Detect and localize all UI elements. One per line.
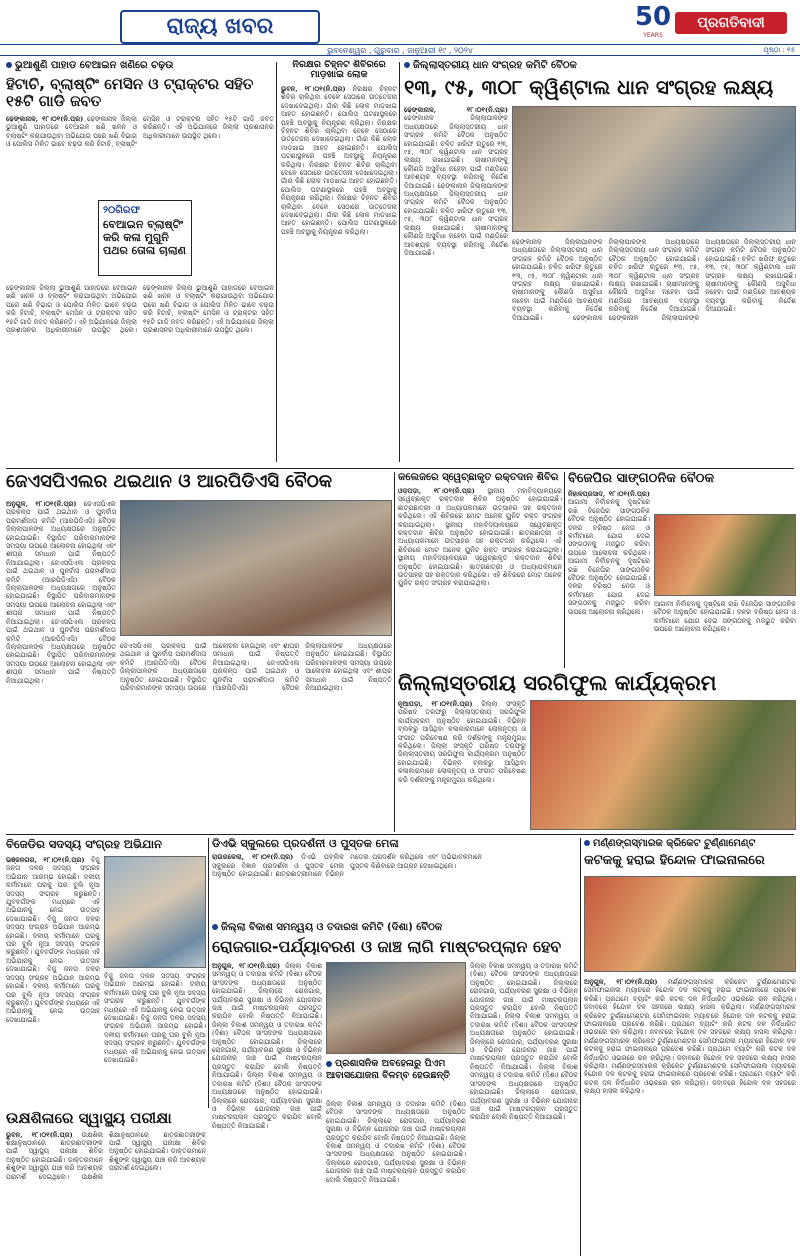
sidebar-headline: ପ୍ରଶାସନିକ ଅବହେଳାରୁ ପିଏମ ଆବାସଯୋଜନା ବିଳମ୍ବ ହେଉଛନ୍ତି — [326, 1058, 450, 1081]
column-divider — [276, 62, 277, 462]
article-disha-meeting — [212, 922, 578, 1256]
section-divider — [6, 834, 794, 835]
team-photo — [584, 876, 796, 972]
article-jspl-meeting — [6, 472, 392, 832]
sidebar-tag: ୨୦ଗିରଫ — [103, 205, 141, 216]
meeting-photo — [326, 962, 466, 1054]
article-body-continued: ଢେଙ୍କାନାଳ ଜିଲ୍ଲା ଭୁଆଶୁଣି ପାହାଡରେ ବେଆଇନ ଖଣି ଖନନ ଓ ବ୍ଲାଷ୍ଟିଂ କରାଯାଉଥିବା ଅଭିଯୋଗ ପରେ ଖଣି ବିଭାଗ ଓ ପୋଲିସ ମିଳିତ ଭାବେ ଚଢ଼ଉ କରି ହିଟାଚି, ବ୍ଲାଷ୍ଟିଂ ମେସିନ ଓ ଟ୍ରାକ୍ଟର ସହିତ ୧୫ଟି ଗାଡି ଜବତ କରିଛନ୍ତି। ଏହି ଅଭିଯାନରେ ଜିଲ୍ଲା ପ୍ରଶାସନର ଅଧିକାରୀମାନେ ଉପସ୍ଥିତ ଥିଲେ। ଢେଙ୍କାନାଳ ଜିଲ୍ଲା ଭୁଆଶୁଣି ପାହାଡରେ ବେଆଇନ ଖଣି ଖନନ ଓ ବ୍ଲାଷ୍ଟିଂ କରାଯାଉଥିବା ଅଭିଯୋଗ ପରେ ଖଣି ବିଭାଗ ଓ ପୋଲିସ ମିଳିତ ଭାବେ ଚଢ଼ଉ କରି ହିଟାଚି, ବ୍ଲାଷ୍ଟିଂ ମେସିନ ଓ ଟ୍ରାକ୍ଟର ସହିତ ୧୫ଟି ଗାଡି ଜବତ କରିଛନ୍ତି। ଏହି ଅଭିଯାନରେ ଜିଲ୍ଲା ପ୍ରଶାସନର ଅଧିକାରୀମାନେ ଉପସ୍ଥିତ ଥିଲେ। — [6, 284, 274, 335]
article-body: ଢେଙ୍କାନାଳ, ୧୮।୦୧(ନି.ପ୍ର) ଢେଙ୍କାନାଳ ଜିଲ୍ଲାପାଳଙ୍କ ଅଧ୍ୟକ୍ଷତାରେ ଜିଲ୍ଲାସ୍ତରୀୟ ଧାନ ସଂଗ୍ରହ କମିଟି ବୈଠକ ଅନୁଷ୍ଠିତ ହୋଇଯାଇଛି। ଚଳିତ ଖରିଫ ଋତୁରେ ୧୩, ୯୫, ୩୦୮ କ୍ୱିଣ୍ଟାଲ ଧାନ ସଂଗ୍ରହ ଲକ୍ଷ୍ୟ ରଖାଯାଇଛି। ଚାଷୀମାନଙ୍କୁ କୌଣସି ଅସୁବିଧା ନହେବା ପାଇଁ ମଣ୍ଡିରେ ଆବଶ୍ୟକ ବ୍ୟବସ୍ଥା କରିବାକୁ ନିର୍ଦ୍ଦେଶ ଦିଆଯାଇଛି। ଢେଙ୍କାନାଳ ଜିଲ୍ଲାପାଳଙ୍କ ଅଧ୍ୟକ୍ଷତାରେ ଜିଲ୍ଲାସ୍ତରୀୟ ଧାନ ସଂଗ୍ରହ କମିଟି ବୈଠକ ଅନୁଷ୍ଠିତ ହୋଇଯାଇଛି। ଚଳିତ ଖରିଫ ଋତୁରେ ୧୩, ୯୫, ୩୦୮ କ୍ୱିଣ୍ଟାଲ ଧାନ ସଂଗ୍ରହ ଲକ୍ଷ୍ୟ ରଖାଯାଇଛି। ଚାଷୀମାନଙ୍କୁ କୌଣସି ଅସୁବିଧା ନହେବା ପାଇଁ ମଣ୍ଡିରେ ଆବଶ୍ୟକ ବ୍ୟବସ୍ଥା କରିବାକୁ ନିର୍ଦ୍ଦେଶ ଦିଆଯାଇଛି। — [404, 106, 508, 257]
article-dateline: ଭୁବନ, ୧୮।୦୧(ନି.ପ୍ର) — [281, 84, 346, 93]
masthead-dateline: ଭୁବନେଶ୍ୱର , ଗୁରୁବାର , ଜାନୁଆରୀ ୧୯ , ୨୦୨୪ — [327, 46, 473, 55]
section-title-box — [120, 10, 320, 44]
article-dateline: ଢେଙ୍କାନାଳ, ୧୮।୦୧(ନି.ପ୍ର) — [404, 106, 508, 114]
article-headline: ୧୩, ୯୫, ୩୦୮ କ୍ୱିଣ୍ଟାଲ ଧାନ ସଂଗ୍ରହ ଲକ୍ଷ୍ୟ — [404, 75, 774, 99]
campaign-photo — [104, 856, 206, 968]
column-divider — [399, 62, 400, 462]
article-headline: ଜିଲ୍ଲାସ୍ତରୀୟ ସରଗିଫୁଲ କାର୍ଯ୍ୟକ୍ରମ — [398, 672, 717, 695]
article-body-column: ଜିଲ୍ଲା ବିକାଶ ସମନ୍ୱୟ ଓ ତଦାରଖ କମିଟି (ଦିଶା) ବୈଠକ ସାଂସଦଙ୍କ ଅଧ୍ୟକ୍ଷତାରେ ଅନୁଷ୍ଠିତ ହୋଇଯାଇଛି। ଜିଲ୍ଲାରେ ରୋଜଗାର, ପର୍ଯ୍ୟାବରଣ ସୁରକ୍ଷା ଓ ବିଭିନ୍ନ ଯୋଜନାର ଜାଞ୍ଚ ପାଇଁ ମାଷ୍ଟରପ୍ଲାନ ପ୍ରସ୍ତୁତ କରାଯିବ ବୋଲି ନିଷ୍ପତ୍ତି ନିଆଯାଇଛି। ଜିଲ୍ଲା ବିକାଶ ସମନ୍ୱୟ ଓ ତଦାରଖ କମିଟି (ଦିଶା) ବୈଠକ ସାଂସଦଙ୍କ ଅଧ୍ୟକ୍ଷତାରେ ଅନୁଷ୍ଠିତ ହୋଇଯାଇଛି। ଜିଲ୍ଲାରେ ରୋଜଗାର, ପର୍ଯ୍ୟାବରଣ ସୁରକ୍ଷା ଓ ବିଭିନ୍ନ ଯୋଜନାର ଜାଞ୍ଚ ପାଇଁ ମାଷ୍ଟରପ୍ଲାନ ପ୍ରସ୍ତୁତ କରାଯିବ ବୋଲି ନିଷ୍ପତ୍ତି ନିଆଯାଇଛି। ଜିଲ୍ଲା ବିକାଶ ସମନ୍ୱୟ ଓ ତଦାରଖ କମିଟି (ଦିଶା) ବୈଠକ ସାଂସଦଙ୍କ ଅଧ୍ୟକ୍ଷତାରେ ଅନୁଷ୍ଠିତ ହୋଇଯାଇଛି। ଜିଲ୍ଲାରେ ରୋଜଗାର, ପର୍ଯ୍ୟାବରଣ ସୁରକ୍ଷା ଓ ବିଭିନ୍ନ ଯୋଜନାର ଜାଞ୍ଚ ପାଇଁ ମାଷ୍ଟରପ୍ଲାନ ପ୍ରସ୍ତୁତ କରାଯିବ ବୋଲି ନିଷ୍ପତ୍ତି ନିଆଯାଇଛି। — [470, 962, 578, 1122]
article-dateline: ଅନୁଗୁଳ, ୧୮।୦୧(ନି.ପ୍ର) — [6, 500, 77, 508]
article-bjd-membership — [6, 838, 206, 1108]
article-headline: ଜେଏସପିଏଲର ଥଇଥାନ ଓ ଆରପିଡିଏସି ବୈଠକ — [6, 472, 333, 492]
meeting-photo — [120, 500, 392, 636]
article-body: ଭୁବନ, ୧୮।୦୧(ନି.ପ୍ର) ନିରକ୍ଷର ଚିହ୍ନଟ ଶିବିର ଚାଲିଥିବା ବେଳେ ସେଠାରେ ଉତ୍ତେଜନା ଦେଖାଦେଇଥିଲା। ଗାଁର କିଛି ଲୋକ ମାଡ଼ଖାଇ ଆହତ ହୋଇଛନ୍ତି। ପୋଲିସ ଘଟଣାସ୍ଥଳରେ ପହଞ୍ଚି ଅବସ୍ଥାକୁ ନିୟନ୍ତ୍ରଣ କରିଥିଲା। ନିରକ୍ଷର ଚିହ୍ନଟ ଶିବିର ଚାଲିଥିବା ବେଳେ ସେଠାରେ ଉତ୍ତେଜନା ଦେଖାଦେଇଥିଲା। ଗାଁର କିଛି ଲୋକ ମାଡ଼ଖାଇ ଆହତ ହୋଇଛନ୍ତି। ପୋଲିସ ଘଟଣାସ୍ଥଳରେ ପହଞ୍ଚି ଅବସ୍ଥାକୁ ନିୟନ୍ତ୍ରଣ କରିଥିଲା। ନିରକ୍ଷର ଚିହ୍ନଟ ଶିବିର ଚାଲିଥିବା ବେଳେ ସେଠାରେ ଉତ୍ତେଜନା ଦେଖାଦେଇଥିଲା। ଗାଁର କିଛି ଲୋକ ମାଡ଼ଖାଇ ଆହତ ହୋଇଛନ୍ତି। ପୋଲିସ ଘଟଣାସ୍ଥଳରେ ପହଞ୍ଚି ଅବସ୍ଥାକୁ ନିୟନ୍ତ୍ରଣ କରିଥିଲା। ନିରକ୍ଷର ଚିହ୍ନଟ ଶିବିର ଚାଲିଥିବା ବେଳେ ସେଠାରେ ଉତ୍ତେଜନା ଦେଖାଦେଇଥିଲା। ଗାଁର କିଛି ଲୋକ ମାଡ଼ଖାଇ ଆହତ ହୋଇଛନ୍ତି। ପୋଲିସ ଘଟଣାସ୍ଥଳରେ ପହଞ୍ଚି ଅବସ୍ଥାକୁ ନିୟନ୍ତ୍ରଣ କରିଥିଲା। — [281, 84, 397, 236]
section-title: ରାଜ୍ୟ ଖବର — [166, 14, 274, 39]
article-dav-exhibition — [212, 838, 482, 920]
article-body: ଭୁବନ, ୧୮।୦୧(ନି.ପ୍ର) ଉକ୍ଷଶିଳା ଶିକ୍ଷାନୁଷ୍ଠାନରେ ଛାତ୍ରଛାତ୍ରୀଙ୍କ ପାଇଁ ସ୍ୱାସ୍ଥ୍ୟ ପରୀକ୍ଷା ଶିବିର ଅନୁଷ୍ଠିତ ହୋଇଯାଇଛି। ଡାକ୍ତରମାନେ ଶିଶୁଙ୍କ ସ୍ୱାସ୍ଥ୍ୟ ଯାଞ୍ଚ କରି ଆବଶ୍ୟକ ପରାମର୍ଶ ଦେଇଥିଲେ। ଉକ୍ଷଶିଳା ଶିକ୍ଷାନୁଷ୍ଠାନରେ ଛାତ୍ରଛାତ୍ରୀଙ୍କ ପାଇଁ ସ୍ୱାସ୍ଥ୍ୟ ପରୀକ୍ଷା ଶିବିର ଅନୁଷ୍ଠିତ ହୋଇଯାଇଛି। ଡାକ୍ତରମାନେ ଶିଶୁଙ୍କ ସ୍ୱାସ୍ଥ୍ୟ ଯାଞ୍ଚ କରି ଆବଶ୍ୟକ ପରାମର୍ଶ ଦେଇଥିଲେ। — [6, 1130, 206, 1181]
dateline-band — [0, 44, 800, 56]
meeting-photo — [512, 106, 796, 232]
article-headline: ବିଜେଡିର ସଦସ୍ୟ ସଂଗ୍ରହ ଅଭିଯାନ — [6, 838, 162, 851]
bullet-icon — [212, 924, 218, 930]
bullet-icon — [6, 62, 12, 68]
column-divider — [208, 838, 209, 1108]
article-body-continued: ଢେଙ୍କାନାଳ ଜିଲ୍ଲାପାଳଙ୍କ ଅଧ୍ୟକ୍ଷତାରେ ଜିଲ୍ଲାସ୍ତରୀୟ ଧାନ ସଂଗ୍ରହ କମିଟି ବୈଠକ ଅନୁଷ୍ଠିତ ହୋଇଯାଇଛି। ଚଳିତ ଖରିଫ ଋତୁରେ ୧୩, ୯୫, ୩୦୮ କ୍ୱିଣ୍ଟାଲ ଧାନ ସଂଗ୍ରହ ଲକ୍ଷ୍ୟ ରଖାଯାଇଛି। ଚାଷୀମାନଙ୍କୁ କୌଣସି ଅସୁବିଧା ନହେବା ପାଇଁ ମଣ୍ଡିରେ ଆବଶ୍ୟକ ବ୍ୟବସ୍ଥା କରିବାକୁ ନିର୍ଦ୍ଦେଶ ଦିଆଯାଇଛି। ଢେଙ୍କାନାଳ ଜିଲ୍ଲାପାଳଙ୍କ ଅଧ୍ୟକ୍ଷତାରେ ଜିଲ୍ଲାସ୍ତରୀୟ ଧାନ ସଂଗ୍ରହ କମିଟି ବୈଠକ ଅନୁଷ୍ଠିତ ହୋଇଯାଇଛି। ଚଳିତ ଖରିଫ ଋତୁରେ ୧୩, ୯୫, ୩୦୮ କ୍ୱିଣ୍ଟାଲ ଧାନ ସଂଗ୍ରହ ଲକ୍ଷ୍ୟ ରଖାଯାଇଛି। ଚାଷୀମାନଙ୍କୁ କୌଣସି ଅସୁବିଧା ନହେବା ପାଇଁ ମଣ୍ଡିରେ ଆବଶ୍ୟକ ବ୍ୟବସ୍ଥା କରିବାକୁ ନିର୍ଦ୍ଦେଶ ଦିଆଯାଇଛି। ଢେଙ୍କାନାଳ ଜିଲ୍ଲାପାଳଙ୍କ ଅଧ୍ୟକ୍ଷତାରେ ଜିଲ୍ଲାସ୍ତରୀୟ ଧାନ ସଂଗ୍ରହ କମିଟି ବୈଠକ ଅନୁଷ୍ଠିତ ହୋଇଯାଇଛି। ଚଳିତ ଖରିଫ ଋତୁରେ ୧୩, ୯୫, ୩୦୮ କ୍ୱିଣ୍ଟାଲ ଧାନ ସଂଗ୍ରହ ଲକ୍ଷ୍ୟ ରଖାଯାଇଛି। ଚାଷୀମାନଙ୍କୁ କୌଣସି ଅସୁବିଧା ନହେବା ପାଇଁ ମଣ୍ଡିରେ ଆବଶ୍ୟକ ବ୍ୟବସ୍ଥା କରିବାକୁ ନିର୍ଦ୍ଦେଶ ଦିଆଯାଇଛି। — [512, 238, 796, 322]
section-divider — [6, 468, 794, 469]
article-body: ନିହାଳପ୍ରସାଦ, ୧୮।୦୧(ନି.ପ୍ର) ଆଗାମୀ ନିର୍ବାଚନକୁ ଦୃଷ୍ଟିରେ ରଖି ବିଜେପିର ସାଙ୍ଗଠନିକ ବୈଠକ ଅନୁଷ୍ଠିତ ହୋଇଯାଇଛି। ଦଳର ବରିଷ୍ଠ ନେତା ଓ କର୍ମୀମାନେ ଯୋଗ ଦେଇ ସଙ୍ଗଠନକୁ ମଜଭୁତ କରିବା ଉପରେ ଆଲୋଚନା କରିଥିଲେ। ଆଗାମୀ ନିର୍ବାଚନକୁ ଦୃଷ୍ଟିରେ ରଖି ବିଜେପିର ସାଙ୍ଗଠନିକ ବୈଠକ ଅନୁଷ୍ଠିତ ହୋଇଯାଇଛି। ଦଳର ବରିଷ୍ଠ ନେତା ଓ କର୍ମୀମାନେ ଯୋଗ ଦେଇ ସଙ୍ଗଠନକୁ ମଜଭୁତ କରିବା ଉପରେ ଆଲୋଚନା କରିଥିଲେ। — [568, 490, 650, 616]
article-headline: କଟକକୁ ହରାଇ ହିନ୍ଦୋଳ ଫାଇନାଲରେ — [584, 853, 765, 868]
article-headline: କଲେଜରେ ସ୍ୱେଚ୍ଛାକୃତ ରକ୍ତଦାନ ଶିବିର — [398, 472, 559, 483]
article-kicker: ମର୍ଣ୍ଣଙ୍ଗସ୍ମାରକ କ୍ରିକେଟ ଟୁର୍ଣ୍ଣାମେଣ୍ଟ — [584, 838, 796, 852]
bullet-icon — [584, 840, 590, 846]
anniversary-logo — [632, 2, 674, 42]
article-sargiphul — [398, 672, 796, 832]
masthead — [0, 0, 800, 56]
article-body-continued: ଜିଲ୍ଲା ବିକାଶ ସମନ୍ୱୟ ଓ ତଦାରଖ କମିଟି (ଦିଶା) ବୈଠକ ସାଂସଦଙ୍କ ଅଧ୍ୟକ୍ଷତାରେ ଅନୁଷ୍ଠିତ ହୋଇଯାଇଛି। ଜିଲ୍ଲାରେ ରୋଜଗାର, ପର୍ଯ୍ୟାବରଣ ସୁରକ୍ଷା ଓ ବିଭିନ୍ନ ଯୋଜନାର ଜାଞ୍ଚ ପାଇଁ ମାଷ୍ଟରପ୍ଲାନ ପ୍ରସ୍ତୁତ କରାଯିବ ବୋଲି ନିଷ୍ପତ୍ତି ନିଆଯାଇଛି। ଜିଲ୍ଲା ବିକାଶ ସମନ୍ୱୟ ଓ ତଦାରଖ କମିଟି (ଦିଶା) ବୈଠକ ସାଂସଦଙ୍କ ଅଧ୍ୟକ୍ଷତାରେ ଅନୁଷ୍ଠିତ ହୋଇଯାଇଛି। ଜିଲ୍ଲାରେ ରୋଜଗାର, ପର୍ଯ୍ୟାବରଣ ସୁରକ୍ଷା ଓ ବିଭିନ୍ନ ଯୋଜନାର ଜାଞ୍ଚ ପାଇଁ ମାଷ୍ଟରପ୍ଲାନ ପ୍ରସ୍ତୁତ କରାଯିବ ବୋଲି ନିଷ୍ପତ୍ତି ନିଆଯାଇଛି। — [326, 1100, 466, 1184]
article-dateline: ଭୁବନ, ୧୮।୦୧(ନି.ପ୍ର) — [6, 1130, 73, 1139]
article-body: ରାଉରକେଲା, ୧୮।୦୧(ନି.ପ୍ର) ଡିଏଭି ପବ୍ଲିକ ସ୍କୁଲରେ ବିଜ୍ଞାନ ପ୍ରଦର୍ଶନୀ ଓ ପୁସ୍ତକ ମେଳା ଅନୁଷ୍ଠିତ ହୋଇଯାଇଛି। ଛାତ୍ରଛାତ୍ରୀମାନେ ବିଭିନ୍ନ ମଡେଲ ପ୍ରଦର୍ଶନ କରିଥିଲେ ଏବଂ ଅଭିଭାବକମାନେ ପୁସ୍ତକ କିଣିବାରେ ଆଗ୍ରହ ଦେଖାଇଥିଲେ। — [212, 853, 482, 878]
article-headline: ଡିଏଭି ସ୍କୁଲରେ ପ୍ରଦର୍ଶନୀ ଓ ପୁସ୍ତକ ମେଳା — [212, 838, 399, 850]
paper-name: ପ୍ରଗତିବାଦୀ — [697, 15, 765, 31]
article-body: ଅନୁଗୁଳ, ୧୮।୦୧(ନି.ପ୍ର) ମର୍ଣ୍ଣଙ୍ଗସ୍ମାରକ କ୍ରିକେଟ ଟୁର୍ଣ୍ଣାମେଣ୍ଟର ସେମିଫାଇନାଲ ମ୍ୟାଚରେ ହିନ୍ଦୋଳ ଦଳ କଟକକୁ ହରାଇ ଫାଇନାଲରେ ପ୍ରବେଶ କରିଛି। ପ୍ରଥମେ ବ୍ୟାଟିଂ କରି କଟକ ଦଳ ନିର୍ଦ୍ଧାରିତ ଓଭରରେ ରନ କରିଥିଲା। ଜବାବରେ ହିନ୍ଦୋଳ ଦଳ ସହଜରେ ଲକ୍ଷ୍ୟ ହାସଲ କରିଥିଲା। ମର୍ଣ୍ଣଙ୍ଗସ୍ମାରକ କ୍ରିକେଟ ଟୁର୍ଣ୍ଣାମେଣ୍ଟର ସେମିଫାଇନାଲ ମ୍ୟାଚରେ ହିନ୍ଦୋଳ ଦଳ କଟକକୁ ହରାଇ ଫାଇନାଲରେ ପ୍ରବେଶ କରିଛି। ପ୍ରଥମେ ବ୍ୟାଟିଂ କରି କଟକ ଦଳ ନିର୍ଦ୍ଧାରିତ ଓଭରରେ ରନ କରିଥିଲା। ଜବାବରେ ହିନ୍ଦୋଳ ଦଳ ସହଜରେ ଲକ୍ଷ୍ୟ ହାସଲ କରିଥିଲା। ମର୍ଣ୍ଣଙ୍ଗସ୍ମାରକ କ୍ରିକେଟ ଟୁର୍ଣ୍ଣାମେଣ୍ଟର ସେମିଫାଇନାଲ ମ୍ୟାଚରେ ହିନ୍ଦୋଳ ଦଳ କଟକକୁ ହରାଇ ଫାଇନାଲରେ ପ୍ରବେଶ କରିଛି। ପ୍ରଥମେ ବ୍ୟାଟିଂ କରି କଟକ ଦଳ ନିର୍ଦ୍ଧାରିତ ଓଭରରେ ରନ କରିଥିଲା। ଜବାବରେ ହିନ୍ଦୋଳ ଦଳ ସହଜରେ ଲକ୍ଷ୍ୟ ହାସଲ କରିଥିଲା। ମର୍ଣ୍ଣଙ୍ଗସ୍ମାରକ କ୍ରିକେଟ ଟୁର୍ଣ୍ଣାମେଣ୍ଟର ସେମିଫାଇନାଲ ମ୍ୟାଚରେ ହିନ୍ଦୋଳ ଦଳ କଟକକୁ ହରାଇ ଫାଇନାଲରେ ପ୍ରବେଶ କରିଛି। ପ୍ରଥମେ ବ୍ୟାଟିଂ କରି କଟକ ଦଳ ନିର୍ଦ୍ଧାରିତ ଓଭରରେ ରନ କରିଥିଲା। ଜବାବରେ ହିନ୍ଦୋଳ ଦଳ ସହଜରେ ଲକ୍ଷ୍ୟ ହାସଲ କରିଥିଲା। — [584, 978, 796, 1096]
anniversary-sub: YEARS — [643, 32, 663, 39]
article-dateline: ଭଞ୍ଜନଗର, ୧୮।୦୧(ନି.ପ୍ର) — [6, 856, 85, 864]
article-dateline: ରାଉରକେଲା, ୧୮।୦୧(ନି.ପ୍ର) — [212, 853, 294, 862]
sidebar-box — [326, 1058, 466, 1098]
article-dateline: ନୂଆପଡ଼ା, ୧୮।୦୧(ନି.ପ୍ର) — [398, 700, 473, 708]
article-dateline: ଅନୁଗୁଳ, ୧୮।୦୧(ନି.ପ୍ର) — [212, 962, 281, 970]
article-dateline: ଢେଙ୍କାନାଳ, ୧୮।୦୧(ନି.ପ୍ର) — [6, 115, 84, 123]
article-body-continued: ବିଜୁ ଜନତା ଦଳର ସଦସ୍ୟ ସଂଗ୍ରହ ଅଭିଯାନ ଆରମ୍ଭ ହୋଇଛି। ଦଳୀୟ କର୍ମୀମାନେ ଘରକୁ ଘର ବୁଲି ନୂଆ ସଦସ୍ୟ ସଂଗ୍ରହ କରୁଛନ୍ତି। ଯୁବବର୍ଗଙ୍କ ମଧ୍ୟରେ ଏହି ଅଭିଯାନକୁ ନେଇ ଉତ୍ସାହ ଦେଖାଯାଇଛି। ବିଜୁ ଜନତା ଦଳର ସଦସ୍ୟ ସଂଗ୍ରହ ଅଭିଯାନ ଆରମ୍ଭ ହୋଇଛି। ଦଳୀୟ କର୍ମୀମାନେ ଘରକୁ ଘର ବୁଲି ନୂଆ ସଦସ୍ୟ ସଂଗ୍ରହ କରୁଛନ୍ତି। ଯୁବବର୍ଗଙ୍କ ମଧ୍ୟରେ ଏହି ଅଭିଯାନକୁ ନେଇ ଉତ୍ସାହ ଦେଖାଯାଇଛି। — [104, 972, 206, 1065]
column-divider — [394, 472, 395, 832]
article-body: ନୂଆପଡ଼ା, ୧୮।୦୧(ନି.ପ୍ର) ଜିଲ୍ଲା ସଂସ୍କୃତି ପରିଷଦ ତରଫରୁ ଜିଲ୍ଲାସ୍ତରୀୟ ସରଗିଫୁଲ କାର୍ଯ୍ୟକ୍ରମ ଅନୁଷ୍ଠିତ ହୋଇଯାଇଛି। ବିଭିନ୍ନ ବ୍ଲକରୁ ଆସିଥିବା କଳାକାରମାନେ ଲୋକନୃତ୍ୟ ଓ ସଂଗୀତ ପରିବେଷଣ କରି ଦର୍ଶକଙ୍କୁ ମନ୍ତ୍ରମୁଗ୍ଧ କରିଥିଲେ। ଜିଲ୍ଲା ସଂସ୍କୃତି ପରିଷଦ ତରଫରୁ ଜିଲ୍ଲାସ୍ତରୀୟ ସରଗିଫୁଲ କାର୍ଯ୍ୟକ୍ରମ ଅନୁଷ୍ଠିତ ହୋଇଯାଇଛି। ବିଭିନ୍ନ ବ୍ଲକରୁ ଆସିଥିବା କଳାକାରମାନେ ଲୋକନୃତ୍ୟ ଓ ସଂଗୀତ ପରିବେଷଣ କରି ଦର୍ଶକଙ୍କୁ ମନ୍ତ୍ରମୁଗ୍ଧ କରିଥିଲେ। — [398, 700, 526, 784]
article-body: ଢେଙ୍କାନାଳ, ୧୮।୦୧(ନି.ପ୍ର) ଢେଙ୍କାନାଳ ଜିଲ୍ଲା ଭୁଆଶୁଣି ପାହାଡରେ ବେଆଇନ ଖଣି ଖନନ ଓ ବ୍ଲାଷ୍ଟିଂ କରାଯାଉଥିବା ଅଭିଯୋଗ ପରେ ଖଣି ବିଭାଗ ଓ ପୋଲିସ ମିଳିତ ଭାବେ ଚଢ଼ଉ କରି ହିଟାଚି, ବ୍ଲାଷ୍ଟିଂ ମେସିନ ଓ ଟ୍ରାକ୍ଟର ସହିତ ୧୫ଟି ଗାଡି ଜବତ କରିଛନ୍ତି। ଏହି ଅଭିଯାନରେ ଜିଲ୍ଲା ପ୍ରଶାସନର ଅଧିକାରୀମାନେ ଉପସ୍ଥିତ ଥିଲେ। — [6, 115, 274, 149]
article-headline: ବିଜେପିର ସାଙ୍ଗଠନିକ ବୈଠକ — [568, 472, 715, 486]
article-headline: ଉକ୍ଷଶିଳାରେ ସ୍ୱାସ୍ଥ୍ୟ ପରୀକ୍ଷା — [6, 1110, 172, 1127]
article-body: ଭଞ୍ଜନଗର, ୧୮।୦୧(ନି.ପ୍ର) ବିଜୁ ଜନତା ଦଳର ସଦସ୍ୟ ସଂଗ୍ରହ ଅଭିଯାନ ଆରମ୍ଭ ହୋଇଛି। ଦଳୀୟ କର୍ମୀମାନେ ଘରକୁ ଘର ବୁଲି ନୂଆ ସଦସ୍ୟ ସଂଗ୍ରହ କରୁଛନ୍ତି। ଯୁବବର୍ଗଙ୍କ ମଧ୍ୟରେ ଏହି ଅଭିଯାନକୁ ନେଇ ଉତ୍ସାହ ଦେଖାଯାଇଛି। ବିଜୁ ଜନତା ଦଳର ସଦସ୍ୟ ସଂଗ୍ରହ ଅଭିଯାନ ଆରମ୍ଭ ହୋଇଛି। ଦଳୀୟ କର୍ମୀମାନେ ଘରକୁ ଘର ବୁଲି ନୂଆ ସଦସ୍ୟ ସଂଗ୍ରହ କରୁଛନ୍ତି। ଯୁବବର୍ଗଙ୍କ ମଧ୍ୟରେ ଏହି ଅଭିଯାନକୁ ନେଇ ଉତ୍ସାହ ଦେଖାଯାଇଛି। ବିଜୁ ଜନତା ଦଳର ସଦସ୍ୟ ସଂଗ୍ରହ ଅଭିଯାନ ଆରମ୍ଭ ହୋଇଛି। ଦଳୀୟ କର୍ମୀମାନେ ଘରକୁ ଘର ବୁଲି ନୂଆ ସଦସ୍ୟ ସଂଗ୍ରହ କରୁଛନ୍ତି। ଯୁବବର୍ଗଙ୍କ ମଧ୍ୟରେ ଏହି ଅଭିଯାନକୁ ନେଇ ଉତ୍ସାହ ଦେଖାଯାଇଛି। — [6, 856, 100, 1024]
bullet-icon — [404, 62, 410, 68]
article-paddy-procurement — [404, 60, 796, 465]
bullet-icon — [326, 1061, 332, 1067]
article-dateline: ଓଡ଼ପଡ଼ା, ୧୮।୦୧(ନି.ପ୍ର) — [398, 487, 475, 495]
article-body: ଅନୁଗୁଳ, ୧୮।୦୧(ନି.ପ୍ର) ଜିଲ୍ଲା ବିକାଶ ସମନ୍ୱୟ ଓ ତଦାରଖ କମିଟି (ଦିଶା) ବୈଠକ ସାଂସଦଙ୍କ ଅଧ୍ୟକ୍ଷତାରେ ଅନୁଷ୍ଠିତ ହୋଇଯାଇଛି। ଜିଲ୍ଲାରେ ରୋଜଗାର, ପର୍ଯ୍ୟାବରଣ ସୁରକ୍ଷା ଓ ବିଭିନ୍ନ ଯୋଜନାର ଜାଞ୍ଚ ପାଇଁ ମାଷ୍ଟରପ୍ଲାନ ପ୍ରସ୍ତୁତ କରାଯିବ ବୋଲି ନିଷ୍ପତ୍ତି ନିଆଯାଇଛି। ଜିଲ୍ଲା ବିକାଶ ସମନ୍ୱୟ ଓ ତଦାରଖ କମିଟି (ଦିଶା) ବୈଠକ ସାଂସଦଙ୍କ ଅଧ୍ୟକ୍ଷତାରେ ଅନୁଷ୍ଠିତ ହୋଇଯାଇଛି। ଜିଲ୍ଲାରେ ରୋଜଗାର, ପର୍ଯ୍ୟାବରଣ ସୁରକ୍ଷା ଓ ବିଭିନ୍ନ ଯୋଜନାର ଜାଞ୍ଚ ପାଇଁ ମାଷ୍ଟରପ୍ଲାନ ପ୍ରସ୍ତୁତ କରାଯିବ ବୋଲି ନିଷ୍ପତ୍ତି ନିଆଯାଇଛି। ଜିଲ୍ଲା ବିକାଶ ସମନ୍ୱୟ ଓ ତଦାରଖ କମିଟି (ଦିଶା) ବୈଠକ ସାଂସଦଙ୍କ ଅଧ୍ୟକ୍ଷତାରେ ଅନୁଷ୍ଠିତ ହୋଇଯାଇଛି। ଜିଲ୍ଲାରେ ରୋଜଗାର, ପର୍ଯ୍ୟାବରଣ ସୁରକ୍ଷା ଓ ବିଭିନ୍ନ ଯୋଜନାର ଜାଞ୍ଚ ପାଇଁ ମାଷ୍ଟରପ୍ଲାନ ପ୍ରସ୍ତୁତ କରାଯିବ ବୋଲି ନିଷ୍ପତ୍ତି ନିଆଯାଇଛି। — [212, 962, 322, 1130]
meeting-photo — [654, 514, 796, 596]
anniversary-number: 50 — [634, 2, 672, 32]
article-dateline: ନିହାଳପ୍ରସାଦ, ୧୮।୦୧(ନି.ପ୍ର) — [568, 490, 650, 498]
article-headline: ରୋଜଗାର-ପର୍ଯ୍ୟାବରଣ ଓ ଜାଞ୍ଚ ଲାଗି ମାଷ୍ଟରପ୍ଲାନ ହେବ — [212, 937, 562, 956]
sidebar-box — [98, 200, 192, 276]
article-headline: ନିରକ୍ଷର ଚିହ୍ନଟ ଶିବିରରେ ମାଡ଼ଖାଇ ଲୋକ — [292, 60, 386, 81]
paper-logo — [675, 12, 787, 34]
article-illegal-mining — [6, 60, 274, 465]
article-health-check — [6, 1110, 206, 1256]
article-body: ଅନୁଗୁଳ, ୧୮।୦୧(ନି.ପ୍ର) ଜେଏସପିଏଲ ପ୍ରକଳ୍ପ ପାଇଁ ଥଇଥାନ ଓ ପୁନର୍ବାସ ପରାମର୍ଶଦାତା କମିଟି (ଆରପିଡିଏସି) ବୈଠକ ଜିଲ୍ଲାପାଳଙ୍କ ଅଧ୍ୟକ୍ଷତାରେ ଅନୁଷ୍ଠିତ ହୋଇଯାଇଛି। ବିସ୍ଥାପିତ ପରିବାରମାନଙ୍କ ସମସ୍ୟା ଉପରେ ଆଲୋଚନା ହୋଇଥିଲା ଏବଂ ଶୀଘ୍ର ସମାଧାନ ପାଇଁ ନିଷ୍ପତ୍ତି ନିଆଯାଇଥିଲା। ଜେଏସପିଏଲ ପ୍ରକଳ୍ପ ପାଇଁ ଥଇଥାନ ଓ ପୁନର୍ବାସ ପରାମର୍ଶଦାତା କମିଟି (ଆରପିଡିଏସି) ବୈଠକ ଜିଲ୍ଲାପାଳଙ୍କ ଅଧ୍ୟକ୍ଷତାରେ ଅନୁଷ୍ଠିତ ହୋଇଯାଇଛି। ବିସ୍ଥାପିତ ପରିବାରମାନଙ୍କ ସମସ୍ୟା ଉପରେ ଆଲୋଚନା ହୋଇଥିଲା ଏବଂ ଶୀଘ୍ର ସମାଧାନ ପାଇଁ ନିଷ୍ପତ୍ତି ନିଆଯାଇଥିଲା। ଜେଏସପିଏଲ ପ୍ରକଳ୍ପ ପାଇଁ ଥଇଥାନ ଓ ପୁନର୍ବାସ ପରାମର୍ଶଦାତା କମିଟି (ଆରପିଡିଏସି) ବୈଠକ ଜିଲ୍ଲାପାଳଙ୍କ ଅଧ୍ୟକ୍ଷତାରେ ଅନୁଷ୍ଠିତ ହୋଇଯାଇଛି। ବିସ୍ଥାପିତ ପରିବାରମାନଙ୍କ ସମସ୍ୟା ଉପରେ ଆଲୋଚନା ହୋଇଥିଲା ଏବଂ ଶୀଘ୍ର ସମାଧାନ ପାଇଁ ନିଷ୍ପତ୍ତି ନିଆଯାଇଥିଲା। — [6, 500, 116, 685]
article-body-continued: ଆଗାମୀ ନିର୍ବାଚନକୁ ଦୃଷ୍ଟିରେ ରଖି ବିଜେପିର ସାଙ୍ଗଠନିକ ବୈଠକ ଅନୁଷ୍ଠିତ ହୋଇଯାଇଛି। ଦଳର ବରିଷ୍ଠ ନେତା ଓ କର୍ମୀମାନେ ଯୋଗ ଦେଇ ସଙ୍ଗଠନକୁ ମଜଭୁତ କରିବା ଉପରେ ଆଲୋଚନା କରିଥିଲେ। — [654, 600, 796, 634]
article-body: ଓଡ଼ପଡ଼ା, ୧୮।୦୧(ନି.ପ୍ର) ସ୍ଥାନୀୟ ମହାବିଦ୍ୟାଳୟରେ ସ୍ୱେଚ୍ଛାକୃତ ରକ୍ତଦାନ ଶିବିର ଅନୁଷ୍ଠିତ ହୋଇଯାଇଛି। ଛାତ୍ରଛାତ୍ରୀ ଓ ଅଧ୍ୟାପକମାନେ ଉତ୍ସାହର ସହ ରକ୍ତଦାନ କରିଥିଲେ। ଏହି ଶିବିରରେ ମୋଟ ଅନେକ ୟୁନିଟ ରକ୍ତ ସଂଗ୍ରହ କରାଯାଇଥିଲା। ସ୍ଥାନୀୟ ମହାବିଦ୍ୟାଳୟରେ ସ୍ୱେଚ୍ଛାକୃତ ରକ୍ତଦାନ ଶିବିର ଅନୁଷ୍ଠିତ ହୋଇଯାଇଛି। ଛାତ୍ରଛାତ୍ରୀ ଓ ଅଧ୍ୟାପକମାନେ ଉତ୍ସାହର ସହ ରକ୍ତଦାନ କରିଥିଲେ। ଏହି ଶିବିରରେ ମୋଟ ଅନେକ ୟୁନିଟ ରକ୍ତ ସଂଗ୍ରହ କରାଯାଇଥିଲା। ସ୍ଥାନୀୟ ମହାବିଦ୍ୟାଳୟରେ ସ୍ୱେଚ୍ଛାକୃତ ରକ୍ତଦାନ ଶିବିର ଅନୁଷ୍ଠିତ ହୋଇଯାଇଛି। ଛାତ୍ରଛାତ୍ରୀ ଓ ଅଧ୍ୟାପକମାନେ ଉତ୍ସାହର ସହ ରକ୍ତଦାନ କରିଥିଲେ। ଏହି ଶିବିରରେ ମୋଟ ଅନେକ ୟୁନିଟ ରକ୍ତ ସଂଗ୍ରହ କରାଯାଇଥିଲା। — [398, 487, 562, 588]
article-bjp-meeting — [568, 472, 796, 668]
column-divider — [580, 838, 581, 1256]
article-kicker: ଜିଲ୍ଲା ବିକାଶ ସମନ୍ୱୟ ଓ ତଦାରଖ କମିଟି (ଦିଶା) ବୈଠକ — [212, 922, 578, 936]
article-kicker: ଭୁଆଶୁଣି ପାହାଡ ବେଆଇନ ଖଣିରେ ଚଢ଼ଉ — [6, 60, 274, 74]
article-literacy-camp — [281, 60, 397, 465]
event-photo — [530, 700, 796, 830]
page-number: ପୃଷ୍ଠା : ୧୫ — [763, 46, 795, 54]
sidebar-headline: ବେଆଇନ ବ୍ଲାଷ୍ଟିଂ କରି କଳା ମୁଗୁନି ପଥର ତୋଳା ଚାଲାଣ — [103, 218, 186, 257]
article-body-continued: ଜେଏସପିଏଲ ପ୍ରକଳ୍ପ ପାଇଁ ଥଇଥାନ ଓ ପୁନର୍ବାସ ପରାମର୍ଶଦାତା କମିଟି (ଆରପିଡିଏସି) ବୈଠକ ଜିଲ୍ଲାପାଳଙ୍କ ଅଧ୍ୟକ୍ଷତାରେ ଅନୁଷ୍ଠିତ ହୋଇଯାଇଛି। ବିସ୍ଥାପିତ ପରିବାରମାନଙ୍କ ସମସ୍ୟା ଉପରେ ଆଲୋଚନା ହୋଇଥିଲା ଏବଂ ଶୀଘ୍ର ସମାଧାନ ପାଇଁ ନିଷ୍ପତ୍ତି ନିଆଯାଇଥିଲା। ଜେଏସପିଏଲ ପ୍ରକଳ୍ପ ପାଇଁ ଥଇଥାନ ଓ ପୁନର୍ବାସ ପରାମର୍ଶଦାତା କମିଟି (ଆରପିଡିଏସି) ବୈଠକ ଜିଲ୍ଲାପାଳଙ୍କ ଅଧ୍ୟକ୍ଷତାରେ ଅନୁଷ୍ଠିତ ହୋଇଯାଇଛି। ବିସ୍ଥାପିତ ପରିବାରମାନଙ୍କ ସମସ୍ୟା ଉପରେ ଆଲୋଚନା ହୋଇଥିଲା ଏବଂ ଶୀଘ୍ର ସମାଧାନ ପାଇଁ ନିଷ୍ପତ୍ତି ନିଆଯାଇଥିଲା। — [120, 642, 392, 693]
article-dateline: ଅନୁଗୁଳ, ୧୮।୦୧(ନି.ପ୍ର) — [584, 978, 658, 986]
article-kicker: ଜିଲ୍ଲାସ୍ତରୀୟ ଧାନ ସଂଗ୍ରହ କମିଟି ବୈଠକ — [404, 60, 796, 74]
article-headline: ହିଟାଚି, ବ୍ଲାଷ୍ଟିଂ ମେସିନ ଓ ଟ୍ରାକ୍ଟର ସହିତ ୧୫ଟି ଗାଡି ଜବତ — [6, 75, 254, 110]
column-divider — [564, 472, 565, 668]
article-blood-donation — [398, 472, 562, 668]
article-cricket — [584, 838, 796, 1256]
